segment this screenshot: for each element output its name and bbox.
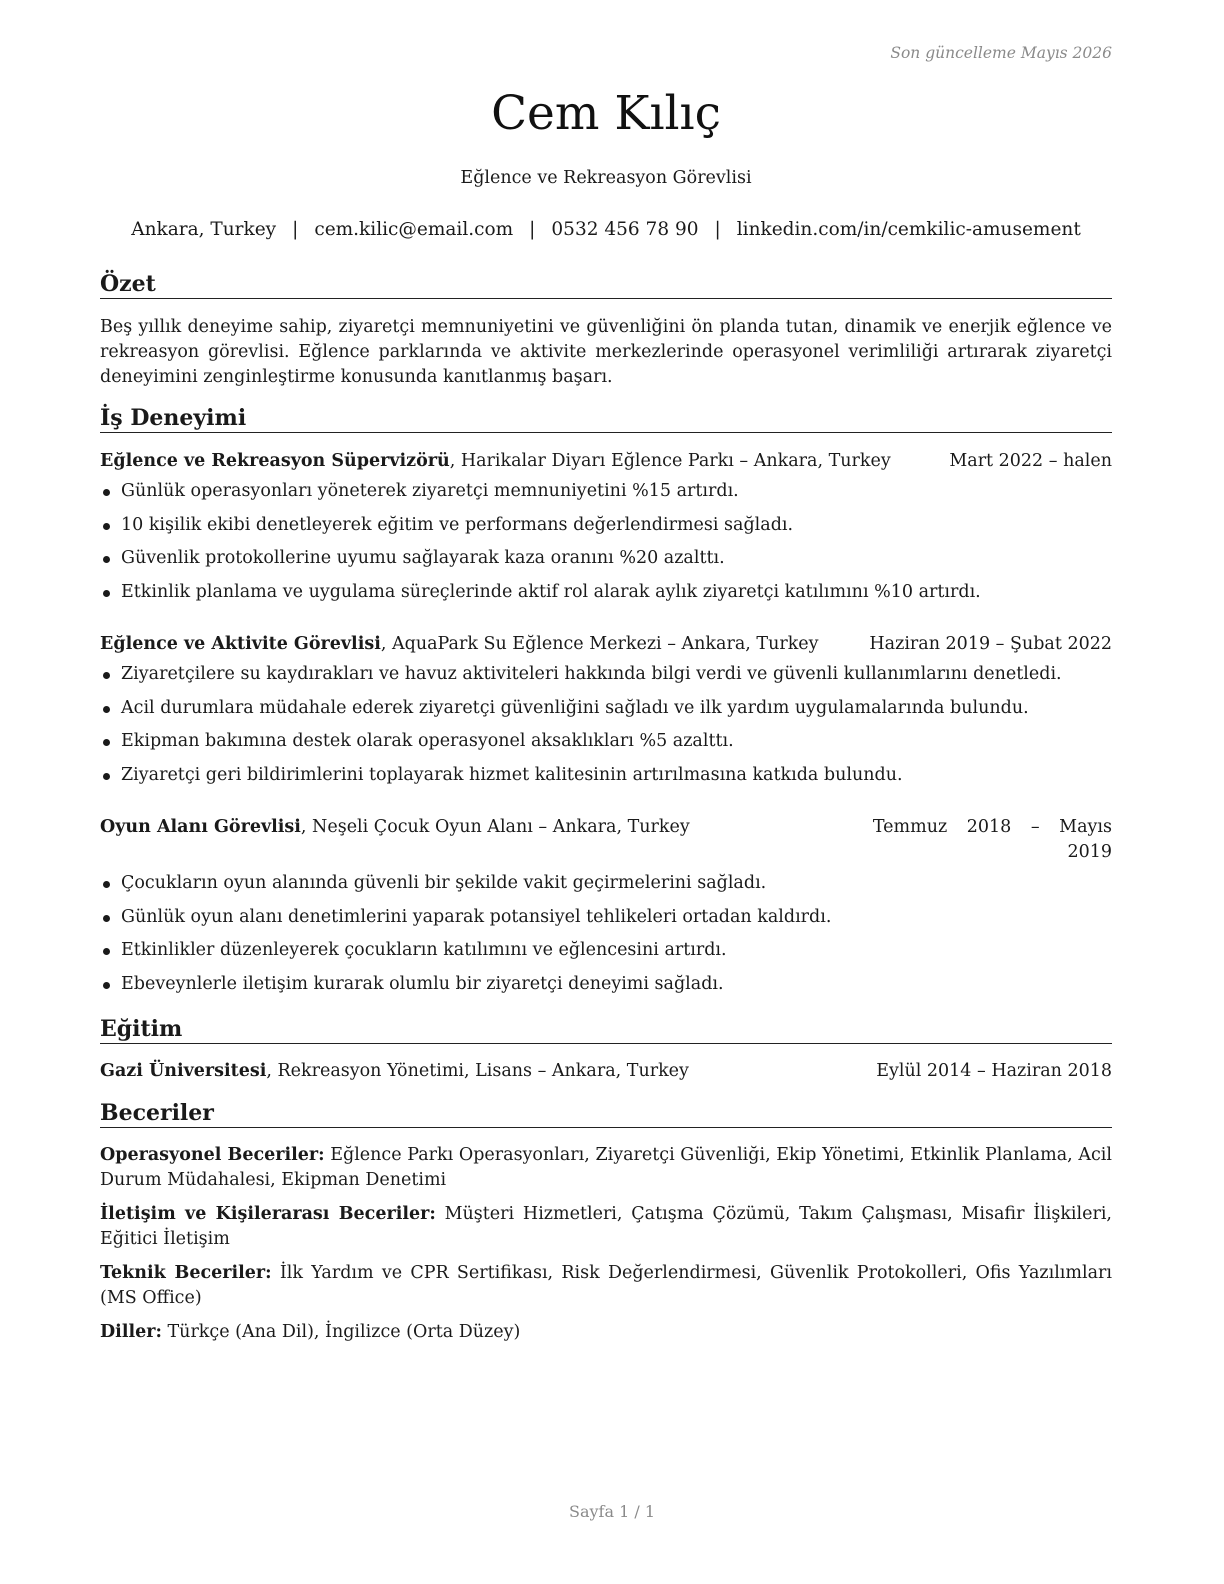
candidate-title: Eğlence ve Rekreasyon Görevlisi	[460, 168, 752, 188]
job-dates: Haziran 2019 – Şubat 2022	[869, 634, 1112, 654]
skill-text: İlk Yardım ve CPR Sertifikası, Risk Değerlendirmesi, Güvenlik Protokolleri, Ofis Yazılımları (MS Office)	[100, 1263, 1112, 1308]
list-item: Acil durumlara müdahale ederek ziyaretçi güvenliğini sağladı ve ilk yardım uygulamalarında bulundu.	[100, 696, 1112, 730]
contact-email[interactable]: cem.kilic@email.com	[314, 219, 514, 240]
contact-separator: |	[292, 219, 299, 240]
summary-text: Beş yıllık deneyime sahip, ziyaretçi memnuniyetini ve güvenliğini ön planda tutan, dinamik ve enerjik eğlence ve rekreasyon görevlisi. Eğlence parklarında ve aktivite merkezlerinde operasyonel verimliliği artırarak ziyaretçi deneyimini zenginleştirme konusunda kanıtlanmış başarı.	[100, 317, 1112, 387]
job-role: Eğlence ve Aktivite Görevlisi	[100, 634, 381, 654]
list-item: Günlük operasyonları yöneterek ziyaretçi memnuniyetini %15 artırdı.	[100, 479, 1112, 513]
education-dates: Eylül 2014 – Haziran 2018	[876, 1061, 1112, 1081]
job-bullets	[100, 662, 1112, 796]
contact-location: Ankara, Turkey	[131, 219, 277, 240]
education-heading: Eğitim	[100, 1016, 1112, 1044]
list-item: Ebeveynlerle iletişim kurarak olumlu bir ziyaretçi deneyimi sağladı.	[100, 972, 1112, 1006]
job-dates: Mart 2022 – halen	[949, 451, 1112, 471]
last-updated: Son güncelleme Mayıs 2026	[890, 44, 1112, 62]
contact-separator: |	[529, 219, 536, 240]
skill-group	[100, 1202, 1112, 1252]
job-bullets	[100, 871, 1112, 1005]
job-role: Oyun Alanı Görevlisi	[100, 817, 301, 837]
list-item: Çocukların oyun alanında güvenli bir şekilde vakit geçirmelerini sağladı.	[100, 871, 1112, 905]
page-footer: Sayfa 1 / 1	[568, 1502, 655, 1521]
candidate-name: Cem Kılıç	[491, 86, 721, 141]
skill-label: İletişim ve Kişilerarası Beceriler:	[100, 1204, 436, 1224]
job-bullets	[100, 479, 1112, 613]
skill-group	[100, 1261, 1112, 1311]
skill-text: Müşteri Hizmetleri, Çatışma Çözümü, Takım Çalışması, Misafir İlişkileri, Eğitici İletişim	[100, 1204, 1112, 1249]
summary-heading: Özet	[100, 271, 1112, 299]
list-item: Ziyaretçi geri bildirimlerini toplayarak hizmet kalitesinin artırılmasına katkıda bulundu.	[100, 763, 1112, 797]
skill-text: Eğlence Parkı Operasyonları, Ziyaretçi Güvenliği, Ekip Yönetimi, Etkinlik Planlama, Acil Durum Müdahalesi, Ekipman Denetimi	[100, 1145, 1112, 1190]
list-item: 10 kişilik ekibi denetleyerek eğitim ve performans değerlendirmesi sağladı.	[100, 513, 1112, 547]
contact-separator: |	[714, 219, 721, 240]
job-dates-line1: Temmuz 2018 – Mayıs	[872, 817, 1112, 837]
list-item: Etkinlik planlama ve uygulama süreçlerinde aktif rol alarak aylık ziyaretçi katılımını %10 artırdı.	[100, 580, 1112, 614]
skills-heading: Beceriler	[100, 1100, 1112, 1128]
skill-group	[100, 1143, 1112, 1193]
list-item: Güvenlik protokollerine uyumu sağlayarak kaza oranını %20 azalttı.	[100, 546, 1112, 580]
job-dates-line2: 2019	[1067, 842, 1112, 862]
job-company: , Harikalar Diyarı Eğlence Parkı – Ankara, Turkey	[449, 451, 891, 471]
education-school: Gazi Üniversitesi	[100, 1061, 267, 1081]
skill-label: Operasyonel Beceriler:	[100, 1145, 325, 1165]
job-role: Eğlence ve Rekreasyon Süpervizörü	[100, 451, 450, 471]
experience-heading: İş Deneyimi	[100, 405, 1112, 433]
skill-text: Türkçe (Ana Dil), İngilizce (Orta Düzey)	[161, 1322, 521, 1342]
list-item: Etkinlikler düzenleyerek çocukların katılımını ve eğlencesini artırdı.	[100, 938, 1112, 972]
contact-phone: 0532 456 78 90	[551, 219, 699, 240]
list-item: Günlük oyun alanı denetimlerini yaparak potansiyel tehlikeleri ortadan kaldırdı.	[100, 905, 1112, 939]
skill-group	[100, 1320, 1112, 1345]
skill-label: Diller:	[100, 1322, 162, 1342]
contact-line	[100, 219, 1112, 240]
education-detail: , Rekreasyon Yönetimi, Lisans – Ankara, Turkey	[266, 1061, 689, 1081]
list-item: Ziyaretçilere su kaydırakları ve havuz aktiviteleri hakkında bilgi verdi ve güvenli kullanımlarını denetledi.	[100, 662, 1112, 696]
skill-label: Teknik Beceriler:	[100, 1263, 272, 1283]
job-company: , Neşeli Çocuk Oyun Alanı – Ankara, Turkey	[300, 817, 690, 837]
contact-linkedin[interactable]: linkedin.com/in/cemkilic-amusement	[736, 219, 1081, 240]
job-company: , AquaPark Su Eğlence Merkezi – Ankara, Turkey	[380, 634, 819, 654]
job-dates	[873, 815, 1112, 865]
list-item: Ekipman bakımına destek olarak operasyonel aksaklıkları %5 azalttı.	[100, 729, 1112, 763]
